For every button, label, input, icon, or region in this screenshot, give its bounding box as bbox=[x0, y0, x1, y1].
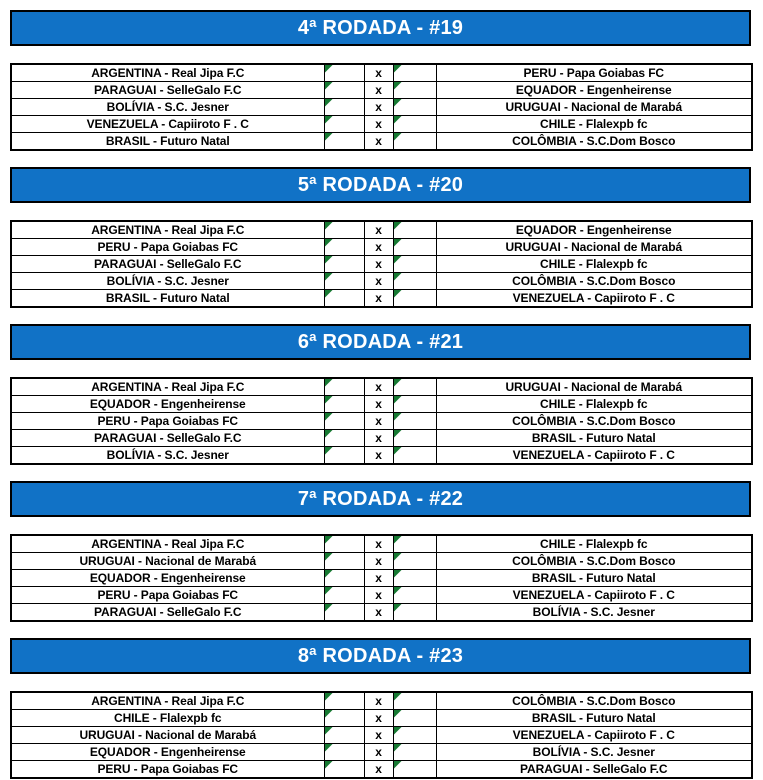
away-team-cell[interactable]: CHILE - Flalexpb fc bbox=[436, 116, 752, 133]
away-score-cell[interactable] bbox=[393, 413, 436, 430]
comment-marker-icon bbox=[325, 256, 333, 264]
match-row bbox=[11, 744, 752, 761]
comment-marker-icon bbox=[325, 65, 333, 73]
home-score-cell[interactable] bbox=[324, 99, 364, 116]
away-score-cell[interactable] bbox=[393, 535, 436, 553]
fixtures-table bbox=[10, 220, 753, 308]
match-row bbox=[11, 604, 752, 622]
versus-cell: x bbox=[364, 761, 393, 779]
home-team-cell[interactable]: PARAGUAI - SelleGalo F.C bbox=[11, 256, 324, 273]
away-team-cell[interactable]: URUGUAI - Nacional de Marabá bbox=[436, 99, 752, 116]
away-team-cell[interactable]: PERU - Papa Goiabas FC bbox=[436, 64, 752, 82]
away-score-cell[interactable] bbox=[393, 99, 436, 116]
comment-marker-icon bbox=[394, 587, 402, 595]
away-score-cell[interactable] bbox=[393, 710, 436, 727]
home-score-cell[interactable] bbox=[324, 116, 364, 133]
home-score-cell[interactable] bbox=[324, 761, 364, 779]
match-row bbox=[11, 221, 752, 239]
comment-marker-icon bbox=[325, 744, 333, 752]
away-team-cell[interactable]: COLÔMBIA - S.C.Dom Bosco bbox=[436, 133, 752, 151]
home-score-cell[interactable] bbox=[324, 396, 364, 413]
round-title: 5ª RODADA - #20 bbox=[297, 173, 464, 196]
versus-cell: x bbox=[364, 290, 393, 308]
home-score-cell[interactable] bbox=[324, 430, 364, 447]
versus-cell: x bbox=[364, 378, 393, 396]
away-team-cell[interactable]: BRASIL - Futuro Natal bbox=[436, 570, 752, 587]
match-row bbox=[11, 587, 752, 604]
away-team-cell[interactable]: COLÔMBIA - S.C.Dom Bosco bbox=[436, 413, 752, 430]
away-score-cell[interactable] bbox=[393, 221, 436, 239]
comment-marker-icon bbox=[325, 133, 333, 141]
comment-marker-icon bbox=[394, 710, 402, 718]
away-team-cell[interactable]: PARAGUAI - SelleGalo F.C bbox=[436, 761, 752, 779]
home-team-cell[interactable]: PERU - Papa Goiabas FC bbox=[11, 239, 324, 256]
fixtures-table bbox=[10, 377, 753, 465]
versus-cell: x bbox=[364, 221, 393, 239]
versus-cell: x bbox=[364, 396, 393, 413]
comment-marker-icon bbox=[325, 761, 333, 769]
home-score-cell[interactable] bbox=[324, 727, 364, 744]
home-team-cell[interactable]: PERU - Papa Goiabas FC bbox=[11, 587, 324, 604]
comment-marker-icon bbox=[394, 447, 402, 455]
home-team-cell[interactable]: PERU - Papa Goiabas FC bbox=[11, 413, 324, 430]
match-row bbox=[11, 413, 752, 430]
match-row bbox=[11, 116, 752, 133]
away-team-cell[interactable]: VENEZUELA - Capiiroto F . C bbox=[436, 447, 752, 465]
home-team-cell[interactable]: EQUADOR - Engenheirense bbox=[11, 744, 324, 761]
comment-marker-icon bbox=[394, 727, 402, 735]
home-team-cell[interactable]: ARGENTINA - Real Jipa F.C bbox=[11, 221, 324, 239]
versus-cell: x bbox=[364, 553, 393, 570]
home-score-cell[interactable] bbox=[324, 82, 364, 99]
versus-cell: x bbox=[364, 99, 393, 116]
comment-marker-icon bbox=[394, 379, 402, 387]
round-section bbox=[10, 10, 751, 151]
comment-marker-icon bbox=[325, 553, 333, 561]
comment-marker-icon bbox=[394, 222, 402, 230]
versus-cell: x bbox=[364, 82, 393, 99]
match-row bbox=[11, 64, 752, 82]
away-score-cell[interactable] bbox=[393, 273, 436, 290]
fixtures-table bbox=[10, 534, 753, 622]
away-score-cell[interactable] bbox=[393, 396, 436, 413]
comment-marker-icon bbox=[325, 587, 333, 595]
round-title: 8ª RODADA - #23 bbox=[297, 644, 464, 667]
match-row bbox=[11, 710, 752, 727]
versus-cell: x bbox=[364, 256, 393, 273]
away-score-cell[interactable] bbox=[393, 744, 436, 761]
comment-marker-icon bbox=[325, 396, 333, 404]
away-team-cell[interactable]: VENEZUELA - Capiiroto F . C bbox=[436, 587, 752, 604]
away-team-cell[interactable]: COLÔMBIA - S.C.Dom Bosco bbox=[436, 692, 752, 710]
comment-marker-icon bbox=[394, 290, 402, 298]
round-section bbox=[10, 324, 751, 465]
away-score-cell[interactable] bbox=[393, 116, 436, 133]
comment-marker-icon bbox=[325, 710, 333, 718]
home-team-cell[interactable]: PARAGUAI - SelleGalo F.C bbox=[11, 82, 324, 99]
home-team-cell[interactable]: BOLÍVIA - S.C. Jesner bbox=[11, 447, 324, 465]
away-team-cell[interactable]: COLÔMBIA - S.C.Dom Bosco bbox=[436, 553, 752, 570]
home-team-cell[interactable]: PARAGUAI - SelleGalo F.C bbox=[11, 430, 324, 447]
match-row bbox=[11, 99, 752, 116]
comment-marker-icon bbox=[325, 379, 333, 387]
comment-marker-icon bbox=[325, 447, 333, 455]
away-score-cell[interactable] bbox=[393, 256, 436, 273]
comment-marker-icon bbox=[394, 239, 402, 247]
comment-marker-icon bbox=[325, 604, 333, 612]
comment-marker-icon bbox=[325, 413, 333, 421]
comment-marker-icon bbox=[325, 99, 333, 107]
home-team-cell[interactable]: ARGENTINA - Real Jipa F.C bbox=[11, 378, 324, 396]
round-section bbox=[10, 638, 751, 779]
comment-marker-icon bbox=[394, 553, 402, 561]
away-team-cell[interactable]: CHILE - Flalexpb fc bbox=[436, 256, 752, 273]
away-score-cell[interactable] bbox=[393, 692, 436, 710]
away-score-cell[interactable] bbox=[393, 378, 436, 396]
away-score-cell[interactable] bbox=[393, 290, 436, 308]
away-team-cell[interactable]: COLÔMBIA - S.C.Dom Bosco bbox=[436, 273, 752, 290]
home-score-cell[interactable] bbox=[324, 273, 364, 290]
match-row bbox=[11, 535, 752, 553]
home-score-cell[interactable] bbox=[324, 535, 364, 553]
match-row bbox=[11, 553, 752, 570]
round-header-bar bbox=[10, 481, 751, 517]
home-team-cell[interactable]: ARGENTINA - Real Jipa F.C bbox=[11, 64, 324, 82]
round-header-bar bbox=[10, 10, 751, 46]
comment-marker-icon bbox=[394, 99, 402, 107]
versus-cell: x bbox=[364, 447, 393, 465]
match-row bbox=[11, 761, 752, 779]
home-team-cell[interactable]: ARGENTINA - Real Jipa F.C bbox=[11, 535, 324, 553]
away-score-cell[interactable] bbox=[393, 587, 436, 604]
versus-cell: x bbox=[364, 535, 393, 553]
comment-marker-icon bbox=[325, 693, 333, 701]
comment-marker-icon bbox=[325, 222, 333, 230]
away-team-cell[interactable]: BOLÍVIA - S.C. Jesner bbox=[436, 604, 752, 622]
match-row bbox=[11, 378, 752, 396]
comment-marker-icon bbox=[394, 256, 402, 264]
comment-marker-icon bbox=[394, 761, 402, 769]
away-score-cell[interactable] bbox=[393, 553, 436, 570]
comment-marker-icon bbox=[394, 536, 402, 544]
match-row bbox=[11, 256, 752, 273]
away-team-cell[interactable]: CHILE - Flalexpb fc bbox=[436, 396, 752, 413]
versus-cell: x bbox=[364, 710, 393, 727]
away-team-cell[interactable]: VENEZUELA - Capiiroto F . C bbox=[436, 290, 752, 308]
versus-cell: x bbox=[364, 587, 393, 604]
home-team-cell[interactable]: BRASIL - Futuro Natal bbox=[11, 133, 324, 151]
home-team-cell[interactable]: EQUADOR - Engenheirense bbox=[11, 396, 324, 413]
comment-marker-icon bbox=[325, 570, 333, 578]
round-title: 7ª RODADA - #22 bbox=[297, 487, 464, 510]
home-score-cell[interactable] bbox=[324, 570, 364, 587]
home-score-cell[interactable] bbox=[324, 133, 364, 151]
home-team-cell[interactable]: VENEZUELA - Capiiroto F . C bbox=[11, 116, 324, 133]
match-row bbox=[11, 430, 752, 447]
comment-marker-icon bbox=[394, 133, 402, 141]
round-section bbox=[10, 167, 751, 308]
away-score-cell[interactable] bbox=[393, 447, 436, 465]
away-team-cell[interactable]: EQUADOR - Engenheirense bbox=[436, 221, 752, 239]
versus-cell: x bbox=[364, 604, 393, 622]
comment-marker-icon bbox=[325, 273, 333, 281]
comment-marker-icon bbox=[325, 82, 333, 90]
home-score-cell[interactable] bbox=[324, 256, 364, 273]
match-row bbox=[11, 290, 752, 308]
home-team-cell[interactable]: URUGUAI - Nacional de Marabá bbox=[11, 727, 324, 744]
comment-marker-icon bbox=[325, 430, 333, 438]
home-team-cell[interactable]: EQUADOR - Engenheirense bbox=[11, 570, 324, 587]
fixtures-table bbox=[10, 63, 753, 151]
comment-marker-icon bbox=[325, 239, 333, 247]
away-score-cell[interactable] bbox=[393, 604, 436, 622]
away-team-cell[interactable]: BRASIL - Futuro Natal bbox=[436, 430, 752, 447]
match-row bbox=[11, 692, 752, 710]
away-score-cell[interactable] bbox=[393, 64, 436, 82]
comment-marker-icon bbox=[394, 693, 402, 701]
away-team-cell[interactable]: URUGUAI - Nacional de Marabá bbox=[436, 378, 752, 396]
away-score-cell[interactable] bbox=[393, 239, 436, 256]
comment-marker-icon bbox=[325, 727, 333, 735]
away-team-cell[interactable]: CHILE - Flalexpb fc bbox=[436, 535, 752, 553]
away-score-cell[interactable] bbox=[393, 430, 436, 447]
home-score-cell[interactable] bbox=[324, 710, 364, 727]
away-score-cell[interactable] bbox=[393, 133, 436, 151]
home-score-cell[interactable] bbox=[324, 378, 364, 396]
comment-marker-icon bbox=[325, 290, 333, 298]
comment-marker-icon bbox=[394, 570, 402, 578]
comment-marker-icon bbox=[394, 82, 402, 90]
home-score-cell[interactable] bbox=[324, 290, 364, 308]
away-score-cell[interactable] bbox=[393, 727, 436, 744]
home-score-cell[interactable] bbox=[324, 744, 364, 761]
comment-marker-icon bbox=[394, 413, 402, 421]
versus-cell: x bbox=[364, 239, 393, 256]
versus-cell: x bbox=[364, 413, 393, 430]
versus-cell: x bbox=[364, 273, 393, 290]
home-team-cell[interactable]: BOLÍVIA - S.C. Jesner bbox=[11, 99, 324, 116]
home-score-cell[interactable] bbox=[324, 447, 364, 465]
home-team-cell[interactable]: BOLÍVIA - S.C. Jesner bbox=[11, 273, 324, 290]
home-team-cell[interactable]: PERU - Papa Goiabas FC bbox=[11, 761, 324, 779]
away-team-cell[interactable]: URUGUAI - Nacional de Marabá bbox=[436, 239, 752, 256]
round-title: 6ª RODADA - #21 bbox=[297, 330, 464, 353]
versus-cell: x bbox=[364, 64, 393, 82]
match-row bbox=[11, 273, 752, 290]
home-score-cell[interactable] bbox=[324, 221, 364, 239]
home-team-cell[interactable]: CHILE - Flalexpb fc bbox=[11, 710, 324, 727]
versus-cell: x bbox=[364, 430, 393, 447]
home-score-cell[interactable] bbox=[324, 239, 364, 256]
comment-marker-icon bbox=[325, 116, 333, 124]
comment-marker-icon bbox=[394, 65, 402, 73]
match-row bbox=[11, 570, 752, 587]
round-header-bar bbox=[10, 324, 751, 360]
home-score-cell[interactable] bbox=[324, 553, 364, 570]
away-team-cell[interactable]: EQUADOR - Engenheirense bbox=[436, 82, 752, 99]
comment-marker-icon bbox=[394, 116, 402, 124]
comment-marker-icon bbox=[394, 604, 402, 612]
comment-marker-icon bbox=[394, 273, 402, 281]
away-score-cell[interactable] bbox=[393, 761, 436, 779]
match-row bbox=[11, 239, 752, 256]
versus-cell: x bbox=[364, 727, 393, 744]
round-header-bar bbox=[10, 638, 751, 674]
comment-marker-icon bbox=[394, 430, 402, 438]
versus-cell: x bbox=[364, 570, 393, 587]
comment-marker-icon bbox=[394, 744, 402, 752]
match-row bbox=[11, 82, 752, 99]
home-team-cell[interactable]: PARAGUAI - SelleGalo F.C bbox=[11, 604, 324, 622]
away-team-cell[interactable]: BRASIL - Futuro Natal bbox=[436, 710, 752, 727]
round-header-bar bbox=[10, 167, 751, 203]
versus-cell: x bbox=[364, 116, 393, 133]
home-team-cell[interactable]: URUGUAI - Nacional de Marabá bbox=[11, 553, 324, 570]
comment-marker-icon bbox=[325, 536, 333, 544]
versus-cell: x bbox=[364, 692, 393, 710]
versus-cell: x bbox=[364, 744, 393, 761]
round-section bbox=[10, 481, 751, 622]
home-score-cell[interactable] bbox=[324, 587, 364, 604]
round-title: 4ª RODADA - #19 bbox=[297, 16, 464, 39]
home-score-cell[interactable] bbox=[324, 692, 364, 710]
comment-marker-icon bbox=[394, 396, 402, 404]
match-row bbox=[11, 133, 752, 151]
home-team-cell[interactable]: BRASIL - Futuro Natal bbox=[11, 290, 324, 308]
versus-cell: x bbox=[364, 133, 393, 151]
match-row bbox=[11, 396, 752, 413]
home-score-cell[interactable] bbox=[324, 413, 364, 430]
home-team-cell[interactable]: ARGENTINA - Real Jipa F.C bbox=[11, 692, 324, 710]
away-score-cell[interactable] bbox=[393, 570, 436, 587]
away-team-cell[interactable]: BOLÍVIA - S.C. Jesner bbox=[436, 744, 752, 761]
away-team-cell[interactable]: VENEZUELA - Capiiroto F . C bbox=[436, 727, 752, 744]
home-score-cell[interactable] bbox=[324, 64, 364, 82]
away-score-cell[interactable] bbox=[393, 82, 436, 99]
match-row bbox=[11, 727, 752, 744]
fixtures-table bbox=[10, 691, 753, 779]
match-row bbox=[11, 447, 752, 465]
home-score-cell[interactable] bbox=[324, 604, 364, 622]
